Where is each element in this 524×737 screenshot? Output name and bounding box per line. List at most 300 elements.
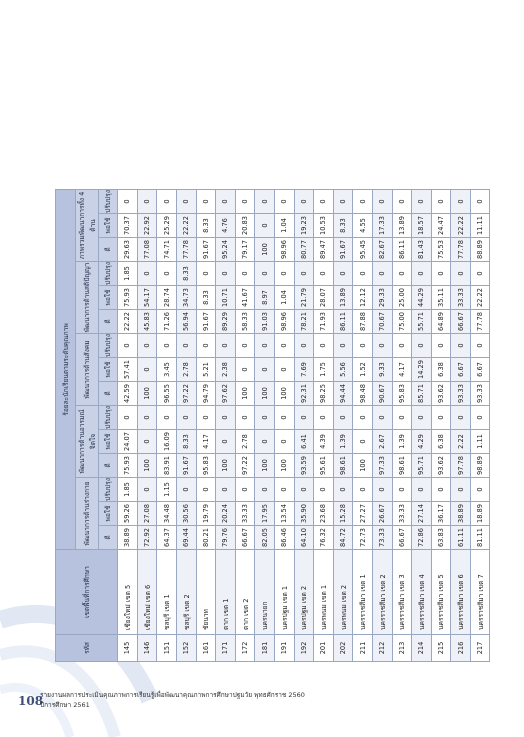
cell-value: 72.73 xyxy=(353,526,373,550)
table-row xyxy=(314,190,334,662)
table-row xyxy=(137,190,157,662)
cell-value: 0 xyxy=(176,406,196,430)
cell-area-name: ชัยนาท xyxy=(196,550,216,635)
cell-value: 24.47 xyxy=(431,214,451,238)
table-row xyxy=(157,190,177,662)
cell-area-name: นครราชสีมา เขต 4 xyxy=(412,550,432,635)
cell-value: 26.67 xyxy=(372,502,392,526)
cell-value: 97.22 xyxy=(235,454,255,478)
cell-value: 45.83 xyxy=(137,310,157,334)
cell-value: 76.32 xyxy=(314,526,334,550)
cell-value: 0 xyxy=(451,190,471,214)
cell-value: 98.96 xyxy=(274,238,294,262)
cell-value: 27.27 xyxy=(353,502,373,526)
cell-value: 0 xyxy=(372,334,392,358)
cell-value: 0 xyxy=(118,406,138,430)
footer-line-1: รายงานผลการประเมินคุณภาพการเรียนรู้เพื่อพัฒนาคุณภาพการศึกษาปฐมวัย พุทธศักราช 2560 xyxy=(40,691,305,699)
cell-code: 145 xyxy=(118,635,138,662)
cell-value: 95.61 xyxy=(314,454,334,478)
cell-value: 0 xyxy=(137,334,157,358)
cell-value: 20.24 xyxy=(216,502,236,526)
cell-value: 0 xyxy=(196,262,216,286)
cell-value: 78.21 xyxy=(294,310,314,334)
cell-value: 13.54 xyxy=(274,502,294,526)
cell-value: 70.67 xyxy=(372,310,392,334)
cell-value: 23.68 xyxy=(314,502,334,526)
cell-value: 0 xyxy=(216,262,236,286)
cell-code: 211 xyxy=(353,635,373,662)
results-table xyxy=(55,189,490,662)
cell-value: 1.39 xyxy=(333,430,353,454)
cell-code: 212 xyxy=(372,635,392,662)
header-level: ดี xyxy=(98,238,118,262)
cell-value: 0 xyxy=(333,478,353,502)
cell-value: 22.22 xyxy=(176,214,196,238)
cell-value: 1.75 xyxy=(314,358,334,382)
cell-value: 0 xyxy=(157,262,177,286)
cell-value: 0 xyxy=(235,406,255,430)
cell-value: 4.17 xyxy=(196,430,216,454)
header-level: ปรับปรุง xyxy=(98,334,118,358)
cell-value: 0 xyxy=(157,334,177,358)
cell-value: 0 xyxy=(137,406,157,430)
cell-value: 86.11 xyxy=(333,310,353,334)
cell-area-name: เชียงใหม่ เขต 6 xyxy=(137,550,157,635)
cell-value: 0 xyxy=(392,406,412,430)
cell-area-name: ชลบุรี เขต 1 xyxy=(157,550,177,635)
cell-value: 100 xyxy=(255,382,275,406)
cell-value: 0 xyxy=(294,478,314,502)
cell-area-name: นครราชสีมา เขต 6 xyxy=(451,550,471,635)
cell-value: 38.89 xyxy=(451,502,471,526)
cell-value: 94.44 xyxy=(333,382,353,406)
cell-value: 75.93 xyxy=(118,286,138,310)
cell-value: 91.03 xyxy=(255,310,275,334)
cell-value: 0 xyxy=(118,334,138,358)
cell-value: 21.79 xyxy=(294,286,314,310)
cell-value: 0 xyxy=(216,190,236,214)
header-level: ดี xyxy=(98,310,118,334)
cell-value: 82.67 xyxy=(372,238,392,262)
cell-value: 0 xyxy=(333,190,353,214)
cell-value: 85.71 xyxy=(412,382,432,406)
cell-value: 36.17 xyxy=(431,502,451,526)
results-table-rotated xyxy=(55,2,485,662)
cell-value: 91.67 xyxy=(176,454,196,478)
cell-value: 75.53 xyxy=(431,238,451,262)
cell-area-name: เชียงใหม่ เขต 5 xyxy=(118,550,138,635)
cell-value: 2.78 xyxy=(176,358,196,382)
cell-value: 90.67 xyxy=(372,382,392,406)
cell-value: 4.55 xyxy=(353,214,373,238)
cell-value: 0 xyxy=(372,190,392,214)
cell-value: 91.67 xyxy=(196,238,216,262)
cell-value: 8.33 xyxy=(176,262,196,286)
cell-value: 8.33 xyxy=(176,430,196,454)
cell-value: 0 xyxy=(216,334,236,358)
cell-value: 0 xyxy=(274,358,294,382)
cell-value: 1.85 xyxy=(118,262,138,286)
cell-area-name: นครราชสีมา เขต 3 xyxy=(392,550,412,635)
header-group-social: พัฒนาการด้านสังคม xyxy=(75,334,98,406)
cell-value: 0 xyxy=(314,478,334,502)
cell-code: 152 xyxy=(176,635,196,662)
header-area: เขตพื้นที่การศึกษา xyxy=(56,550,118,635)
table-row xyxy=(176,190,196,662)
cell-value: 0 xyxy=(451,334,471,358)
cell-value: 2.38 xyxy=(216,358,236,382)
cell-value: 29.33 xyxy=(372,286,392,310)
table-header-row-1 xyxy=(56,190,76,662)
cell-value: 54.17 xyxy=(137,286,157,310)
cell-value: 82.05 xyxy=(255,526,275,550)
cell-value: 0 xyxy=(274,478,294,502)
cell-value: 0 xyxy=(470,478,490,502)
cell-value: 0 xyxy=(372,478,392,502)
cell-value: 22.22 xyxy=(470,286,490,310)
cell-value: 24.07 xyxy=(118,430,138,454)
cell-value: 0 xyxy=(255,478,275,502)
cell-value: 79.76 xyxy=(216,526,236,550)
cell-value: 0 xyxy=(137,190,157,214)
cell-value: 0 xyxy=(412,262,432,286)
cell-value: 0 xyxy=(235,190,255,214)
cell-value: 0 xyxy=(353,430,373,454)
table-row xyxy=(274,190,294,662)
cell-value: 0 xyxy=(274,262,294,286)
cell-value: 0 xyxy=(431,262,451,286)
cell-code: 161 xyxy=(196,635,216,662)
cell-area-name: นครปฐม เขต 2 xyxy=(294,550,314,635)
table-body xyxy=(118,190,490,662)
cell-value: 0 xyxy=(274,406,294,430)
cell-code: 214 xyxy=(412,635,432,662)
cell-value: 0 xyxy=(431,478,451,502)
cell-area-name: นครราชสีมา เขต 7 xyxy=(470,550,490,635)
cell-value: 64.10 xyxy=(294,526,314,550)
cell-value: 0 xyxy=(157,406,177,430)
cell-value: 0 xyxy=(196,406,216,430)
cell-value: 0 xyxy=(216,406,236,430)
cell-value: 70.37 xyxy=(118,214,138,238)
cell-value: 17.33 xyxy=(372,214,392,238)
cell-value: 11.11 xyxy=(470,214,490,238)
cell-value: 93.33 xyxy=(470,382,490,406)
cell-area-name: ตาก เขต 2 xyxy=(235,550,255,635)
cell-code: 213 xyxy=(392,635,412,662)
cell-value: 1.11 xyxy=(470,430,490,454)
cell-code: 172 xyxy=(235,635,255,662)
cell-value: 93.59 xyxy=(294,454,314,478)
cell-value: 13.89 xyxy=(392,214,412,238)
cell-value: 81.11 xyxy=(470,526,490,550)
cell-value: 95.45 xyxy=(353,238,373,262)
cell-area-name: นครราชสีมา เขต 1 xyxy=(353,550,373,635)
cell-value: 0 xyxy=(451,478,471,502)
cell-value: 72.92 xyxy=(137,526,157,550)
cell-value: 2.78 xyxy=(235,430,255,454)
cell-value: 0 xyxy=(235,334,255,358)
cell-value: 89.29 xyxy=(216,310,236,334)
cell-value: 100 xyxy=(216,454,236,478)
header-level: ดี xyxy=(98,454,118,478)
cell-value: 0 xyxy=(392,334,412,358)
cell-value: 0 xyxy=(412,190,432,214)
cell-value: 35.11 xyxy=(431,286,451,310)
cell-value: 33.33 xyxy=(235,502,255,526)
cell-value: 0 xyxy=(314,190,334,214)
cell-code: 151 xyxy=(157,635,177,662)
cell-value: 98.48 xyxy=(353,382,373,406)
cell-value: 7.69 xyxy=(294,358,314,382)
cell-value: 38.89 xyxy=(118,526,138,550)
cell-code: 216 xyxy=(451,635,471,662)
cell-value: 1.04 xyxy=(274,286,294,310)
cell-value: 0 xyxy=(176,334,196,358)
cell-value: 75.93 xyxy=(118,454,138,478)
cell-value: 73.33 xyxy=(372,526,392,550)
cell-value: 0 xyxy=(255,430,275,454)
cell-value: 28.74 xyxy=(157,286,177,310)
cell-value: 100 xyxy=(255,454,275,478)
cell-value: 13.89 xyxy=(333,286,353,310)
cell-value: 44.29 xyxy=(412,286,432,310)
cell-value: 8.97 xyxy=(255,286,275,310)
cell-value: 98.61 xyxy=(333,454,353,478)
cell-value: 0 xyxy=(412,406,432,430)
cell-value: 66.67 xyxy=(451,310,471,334)
cell-area-name: นครนายก xyxy=(255,550,275,635)
cell-value: 0 xyxy=(255,334,275,358)
table-row xyxy=(216,190,236,662)
cell-value: 0 xyxy=(314,262,334,286)
cell-value: 0 xyxy=(255,214,275,238)
header-level: ปรับปรุง xyxy=(98,262,118,286)
cell-value: 0 xyxy=(294,406,314,430)
cell-value: 25.29 xyxy=(157,214,177,238)
cell-value: 34.73 xyxy=(176,286,196,310)
cell-value: 0 xyxy=(137,478,157,502)
cell-value: 0 xyxy=(470,406,490,430)
cell-value: 66.67 xyxy=(392,526,412,550)
cell-value: 100 xyxy=(274,382,294,406)
cell-value: 0 xyxy=(431,406,451,430)
cell-value: 29.63 xyxy=(118,238,138,262)
cell-value: 8.33 xyxy=(333,214,353,238)
cell-value: 0 xyxy=(196,334,216,358)
cell-value: 34.48 xyxy=(157,502,177,526)
cell-value: 69.44 xyxy=(176,526,196,550)
cell-value: 33.33 xyxy=(392,502,412,526)
cell-value: 61.11 xyxy=(451,526,471,550)
cell-code: 146 xyxy=(137,635,157,662)
cell-value: 6.67 xyxy=(451,358,471,382)
cell-value: 27.14 xyxy=(412,502,432,526)
cell-value: 0 xyxy=(137,430,157,454)
cell-value: 86.46 xyxy=(274,526,294,550)
cell-value: 0 xyxy=(392,478,412,502)
cell-value: 0 xyxy=(470,334,490,358)
cell-code: 191 xyxy=(274,635,294,662)
cell-value: 0 xyxy=(333,406,353,430)
cell-value: 0 xyxy=(274,334,294,358)
cell-value: 5.56 xyxy=(333,358,353,382)
cell-value: 0 xyxy=(314,334,334,358)
footer-text xyxy=(40,690,470,710)
cell-value: 1.39 xyxy=(392,430,412,454)
table-row xyxy=(255,190,275,662)
cell-value: 95.71 xyxy=(412,454,432,478)
table-row xyxy=(294,190,314,662)
cell-value: 0 xyxy=(451,406,471,430)
cell-value: 77.78 xyxy=(451,238,471,262)
cell-value: 22.22 xyxy=(118,310,138,334)
header-group-physical: พัฒนาการด้านร่างกาย xyxy=(75,478,98,550)
cell-value: 0 xyxy=(176,190,196,214)
table-row xyxy=(412,190,432,662)
cell-value: 17.95 xyxy=(255,502,275,526)
cell-value: 97.78 xyxy=(451,454,471,478)
cell-value: 97.33 xyxy=(372,454,392,478)
cell-value: 98.61 xyxy=(392,454,412,478)
cell-value: 0 xyxy=(216,430,236,454)
table-row xyxy=(470,190,490,662)
cell-value: 95.24 xyxy=(216,238,236,262)
header-group-emotional: พัฒนาการด้านอารมณ์จิตใจ xyxy=(75,406,98,478)
cell-value: 15.28 xyxy=(333,502,353,526)
cell-value: 6.67 xyxy=(470,358,490,382)
cell-value: 12.12 xyxy=(353,286,373,310)
table-row xyxy=(333,190,353,662)
cell-code: 181 xyxy=(255,635,275,662)
table-row xyxy=(392,190,412,662)
cell-value: 88.89 xyxy=(470,238,490,262)
cell-value: 0 xyxy=(333,334,353,358)
cell-value: 100 xyxy=(137,382,157,406)
cell-value: 0 xyxy=(412,334,432,358)
cell-value: 5.21 xyxy=(196,358,216,382)
cell-value: 87.88 xyxy=(353,310,373,334)
cell-value: 3.45 xyxy=(157,358,177,382)
cell-code: 217 xyxy=(470,635,490,662)
cell-area-name: นครพนม เขต 1 xyxy=(314,550,334,635)
cell-value: 1.15 xyxy=(157,478,177,502)
cell-value: 98.89 xyxy=(470,454,490,478)
cell-value: 6.38 xyxy=(431,358,451,382)
cell-area-name: นครราชสีมา เขต 5 xyxy=(431,550,451,635)
table-row xyxy=(235,190,255,662)
table-row xyxy=(118,190,138,662)
cell-value: 0 xyxy=(294,190,314,214)
cell-value: 55.71 xyxy=(412,310,432,334)
cell-value: 42.59 xyxy=(118,382,138,406)
cell-value: 6.38 xyxy=(431,430,451,454)
header-level: พอใช้ xyxy=(98,286,118,310)
cell-code: 201 xyxy=(314,635,334,662)
cell-value: 0 xyxy=(235,358,255,382)
header-level: พอใช้ xyxy=(98,214,118,238)
cell-value: 91.67 xyxy=(196,310,216,334)
cell-value: 19.79 xyxy=(196,502,216,526)
cell-value: 66.67 xyxy=(235,526,255,550)
table-row xyxy=(196,190,216,662)
header-level: พอใช้ xyxy=(98,358,118,382)
cell-code: 202 xyxy=(333,635,353,662)
header-level: ปรับปรุง xyxy=(98,190,118,214)
cell-value: 8.33 xyxy=(196,214,216,238)
cell-value: 4.39 xyxy=(314,430,334,454)
cell-value: 16.09 xyxy=(157,430,177,454)
cell-value: 98.25 xyxy=(314,382,334,406)
cell-value: 19.23 xyxy=(294,214,314,238)
cell-value: 83.91 xyxy=(157,454,177,478)
cell-value: 0 xyxy=(216,478,236,502)
cell-value: 74.71 xyxy=(157,238,177,262)
cell-value: 0 xyxy=(353,478,373,502)
cell-value: 77.78 xyxy=(176,238,196,262)
cell-area-name: นครพนม เขต 2 xyxy=(333,550,353,635)
cell-value: 18.89 xyxy=(470,502,490,526)
cell-value: 30.56 xyxy=(176,502,196,526)
cell-value: 92.31 xyxy=(294,382,314,406)
cell-value: 0 xyxy=(294,334,314,358)
cell-value: 2.22 xyxy=(451,430,471,454)
cell-value: 0 xyxy=(353,190,373,214)
cell-value: 64.37 xyxy=(157,526,177,550)
cell-code: 192 xyxy=(294,635,314,662)
cell-value: 94.79 xyxy=(196,382,216,406)
cell-value: 6.41 xyxy=(294,430,314,454)
cell-value: 0 xyxy=(412,478,432,502)
page-number: 108 xyxy=(18,694,44,708)
cell-value: 0 xyxy=(353,406,373,430)
cell-value: 0 xyxy=(392,190,412,214)
cell-value: 0 xyxy=(392,262,412,286)
cell-value: 35.90 xyxy=(294,502,314,526)
cell-value: 75.00 xyxy=(392,310,412,334)
cell-value: 0 xyxy=(196,478,216,502)
table-row xyxy=(431,190,451,662)
cell-value: 59.26 xyxy=(118,502,138,526)
cell-value: 0 xyxy=(255,358,275,382)
cell-value: 93.62 xyxy=(431,382,451,406)
cell-value: 97.62 xyxy=(216,382,236,406)
cell-value: 10.53 xyxy=(314,214,334,238)
cell-value: 58.33 xyxy=(235,310,255,334)
cell-value: 0 xyxy=(255,262,275,286)
cell-value: 97.22 xyxy=(176,382,196,406)
cell-value: 0 xyxy=(431,190,451,214)
cell-value: 22.92 xyxy=(137,214,157,238)
cell-value: 27.08 xyxy=(137,502,157,526)
header-group-intellectual: พัฒนาการด้านสติปัญญา xyxy=(75,262,98,334)
header-group-overall: ภาพรวมพัฒนาการทั้ง 4 ด้าน xyxy=(75,190,98,262)
cell-value: 2.67 xyxy=(372,430,392,454)
cell-value: 100 xyxy=(353,454,373,478)
cell-value: 57.41 xyxy=(118,358,138,382)
cell-area-name: นครปฐม เขต 1 xyxy=(274,550,294,635)
cell-value: 0 xyxy=(196,190,216,214)
cell-value: 0 xyxy=(294,262,314,286)
cell-value: 0 xyxy=(353,262,373,286)
table-row xyxy=(353,190,373,662)
cell-value: 93.62 xyxy=(431,454,451,478)
cell-value: 20.83 xyxy=(235,214,255,238)
cell-value: 0 xyxy=(235,262,255,286)
cell-value: 22.22 xyxy=(451,214,471,238)
table-row xyxy=(372,190,392,662)
header-level: พอใช้ xyxy=(98,430,118,454)
